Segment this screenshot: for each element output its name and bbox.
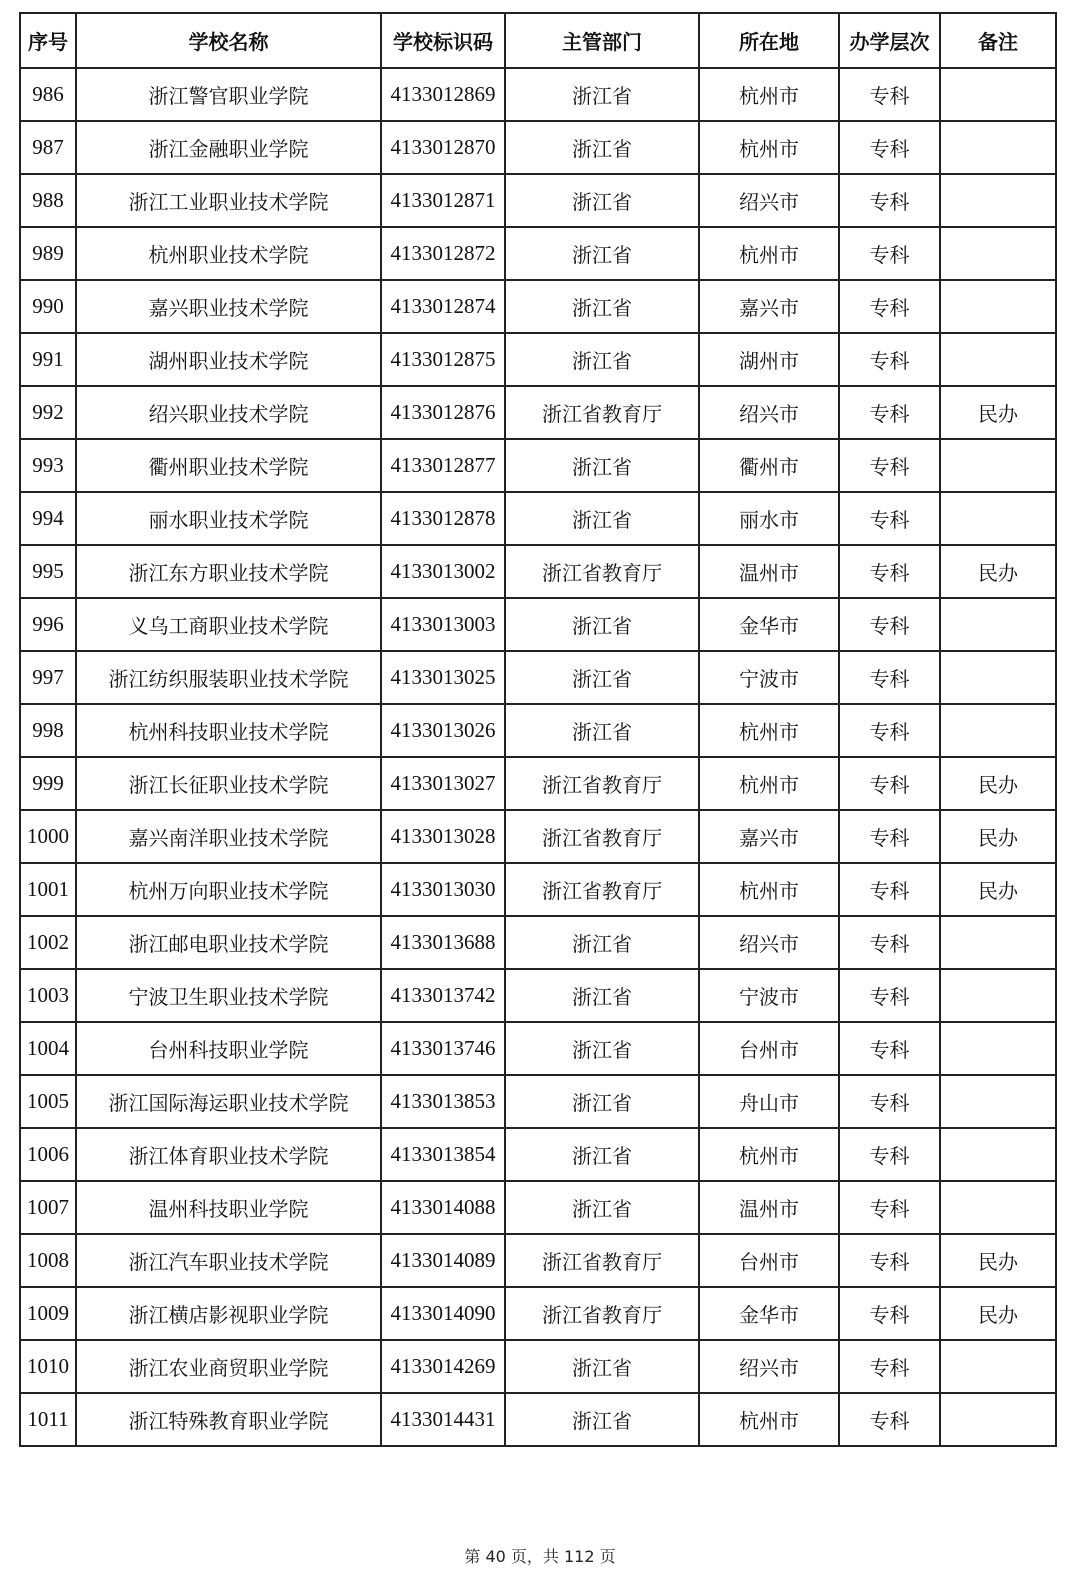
cell-school-name: 绍兴职业技术学院 (76, 386, 381, 439)
cell-location: 台州市 (699, 1022, 839, 1075)
cell-school-name: 浙江金融职业学院 (76, 121, 381, 174)
cell-level: 专科 (839, 545, 940, 598)
cell-school-code: 4133012870 (381, 121, 505, 174)
cell-remark (940, 1340, 1056, 1393)
cell-index: 989 (20, 227, 76, 280)
cell-remark (940, 280, 1056, 333)
cell-school-name: 浙江特殊教育职业学院 (76, 1393, 381, 1446)
cell-location: 杭州市 (699, 757, 839, 810)
cell-level: 专科 (839, 916, 940, 969)
table-row (20, 280, 1056, 333)
cell-school-code: 4133012876 (381, 386, 505, 439)
cell-remark (940, 174, 1056, 227)
cell-level: 专科 (839, 121, 940, 174)
cell-level: 专科 (839, 651, 940, 704)
cell-authority: 浙江省教育厅 (505, 810, 699, 863)
cell-school-name: 台州科技职业学院 (76, 1022, 381, 1075)
cell-index: 1000 (20, 810, 76, 863)
table-row (20, 969, 1056, 1022)
cell-index: 1007 (20, 1181, 76, 1234)
cell-school-name: 嘉兴南洋职业技术学院 (76, 810, 381, 863)
cell-remark (940, 1393, 1056, 1446)
cell-school-name: 嘉兴职业技术学院 (76, 280, 381, 333)
cell-school-name: 杭州职业技术学院 (76, 227, 381, 280)
cell-index: 995 (20, 545, 76, 598)
table-row (20, 810, 1056, 863)
cell-school-name: 丽水职业技术学院 (76, 492, 381, 545)
cell-school-name: 温州科技职业学院 (76, 1181, 381, 1234)
cell-level: 专科 (839, 1128, 940, 1181)
table-row (20, 121, 1056, 174)
cell-location: 宁波市 (699, 969, 839, 1022)
cell-authority: 浙江省教育厅 (505, 757, 699, 810)
table-row (20, 545, 1056, 598)
cell-authority: 浙江省 (505, 1340, 699, 1393)
cell-level: 专科 (839, 386, 940, 439)
cell-level: 专科 (839, 1287, 940, 1340)
cell-index: 994 (20, 492, 76, 545)
cell-location: 衢州市 (699, 439, 839, 492)
cell-school-code: 4133013854 (381, 1128, 505, 1181)
cell-school-name: 浙江纺织服装职业技术学院 (76, 651, 381, 704)
cell-level: 专科 (839, 174, 940, 227)
cell-level: 专科 (839, 1022, 940, 1075)
cell-authority: 浙江省 (505, 969, 699, 1022)
table-row (20, 68, 1056, 121)
cell-location: 温州市 (699, 545, 839, 598)
school-table (19, 12, 1057, 1447)
cell-level: 专科 (839, 439, 940, 492)
cell-remark (940, 121, 1056, 174)
cell-index: 1002 (20, 916, 76, 969)
cell-level: 专科 (839, 1340, 940, 1393)
cell-school-code: 4133012878 (381, 492, 505, 545)
table-row (20, 227, 1056, 280)
cell-location: 绍兴市 (699, 916, 839, 969)
table-row (20, 1075, 1056, 1128)
table-row (20, 757, 1056, 810)
cell-school-code: 4133013028 (381, 810, 505, 863)
cell-school-name: 浙江警官职业学院 (76, 68, 381, 121)
cell-school-code: 4133012877 (381, 439, 505, 492)
cell-school-name: 杭州万向职业技术学院 (76, 863, 381, 916)
cell-location: 温州市 (699, 1181, 839, 1234)
cell-authority: 浙江省 (505, 1393, 699, 1446)
cell-location: 绍兴市 (699, 1340, 839, 1393)
cell-level: 专科 (839, 1181, 940, 1234)
cell-location: 杭州市 (699, 863, 839, 916)
cell-remark (940, 704, 1056, 757)
cell-remark (940, 333, 1056, 386)
cell-school-code: 4133013002 (381, 545, 505, 598)
cell-school-code: 4133014088 (381, 1181, 505, 1234)
cell-school-name: 浙江体育职业技术学院 (76, 1128, 381, 1181)
cell-level: 专科 (839, 1075, 940, 1128)
cell-location: 宁波市 (699, 651, 839, 704)
cell-location: 杭州市 (699, 1128, 839, 1181)
cell-school-name: 湖州职业技术学院 (76, 333, 381, 386)
cell-level: 专科 (839, 492, 940, 545)
table-row (20, 916, 1056, 969)
table-row (20, 439, 1056, 492)
cell-school-code: 4133013746 (381, 1022, 505, 1075)
table-row (20, 598, 1056, 651)
cell-remark (940, 598, 1056, 651)
cell-school-code: 4133013030 (381, 863, 505, 916)
cell-level: 专科 (839, 227, 940, 280)
table-row (20, 863, 1056, 916)
cell-authority: 浙江省教育厅 (505, 1234, 699, 1287)
cell-school-name: 杭州科技职业技术学院 (76, 704, 381, 757)
cell-authority: 浙江省 (505, 916, 699, 969)
cell-remark (940, 651, 1056, 704)
cell-school-name: 宁波卫生职业技术学院 (76, 969, 381, 1022)
cell-level: 专科 (839, 863, 940, 916)
cell-authority: 浙江省教育厅 (505, 1287, 699, 1340)
table-row (20, 1181, 1056, 1234)
cell-school-name: 浙江横店影视职业学院 (76, 1287, 381, 1340)
cell-index: 990 (20, 280, 76, 333)
cell-location: 杭州市 (699, 1393, 839, 1446)
cell-school-name: 衢州职业技术学院 (76, 439, 381, 492)
cell-school-code: 4133013025 (381, 651, 505, 704)
cell-index: 986 (20, 68, 76, 121)
cell-index: 1001 (20, 863, 76, 916)
cell-remark: 民办 (940, 386, 1056, 439)
cell-level: 专科 (839, 704, 940, 757)
cell-authority: 浙江省 (505, 121, 699, 174)
cell-school-code: 4133013742 (381, 969, 505, 1022)
cell-authority: 浙江省 (505, 227, 699, 280)
cell-index: 1003 (20, 969, 76, 1022)
header-cell-remark: 备注 (940, 13, 1056, 68)
cell-remark (940, 969, 1056, 1022)
cell-index: 998 (20, 704, 76, 757)
cell-remark: 民办 (940, 1287, 1056, 1340)
table-body (20, 68, 1056, 1446)
cell-school-code: 4133014431 (381, 1393, 505, 1446)
cell-school-name: 浙江长征职业技术学院 (76, 757, 381, 810)
cell-school-code: 4133012874 (381, 280, 505, 333)
cell-school-name: 浙江国际海运职业技术学院 (76, 1075, 381, 1128)
cell-authority: 浙江省 (505, 1128, 699, 1181)
cell-authority: 浙江省 (505, 439, 699, 492)
cell-authority: 浙江省 (505, 174, 699, 227)
table-row (20, 333, 1056, 386)
cell-location: 嘉兴市 (699, 810, 839, 863)
cell-school-code: 4133012871 (381, 174, 505, 227)
cell-index: 1009 (20, 1287, 76, 1340)
cell-level: 专科 (839, 1393, 940, 1446)
cell-index: 997 (20, 651, 76, 704)
cell-location: 丽水市 (699, 492, 839, 545)
table-row (20, 1128, 1056, 1181)
cell-remark: 民办 (940, 757, 1056, 810)
cell-location: 金华市 (699, 1287, 839, 1340)
cell-index: 1008 (20, 1234, 76, 1287)
table-row (20, 492, 1056, 545)
cell-location: 金华市 (699, 598, 839, 651)
cell-authority: 浙江省 (505, 598, 699, 651)
cell-school-code: 4133014269 (381, 1340, 505, 1393)
cell-school-code: 4133012869 (381, 68, 505, 121)
cell-location: 杭州市 (699, 704, 839, 757)
cell-school-code: 4133014089 (381, 1234, 505, 1287)
cell-school-code: 4133013026 (381, 704, 505, 757)
table-row (20, 704, 1056, 757)
cell-location: 舟山市 (699, 1075, 839, 1128)
cell-school-code: 4133012875 (381, 333, 505, 386)
cell-authority: 浙江省 (505, 280, 699, 333)
cell-location: 台州市 (699, 1234, 839, 1287)
cell-school-name: 义乌工商职业技术学院 (76, 598, 381, 651)
cell-level: 专科 (839, 969, 940, 1022)
cell-index: 987 (20, 121, 76, 174)
table-row (20, 1022, 1056, 1075)
cell-index: 1006 (20, 1128, 76, 1181)
table-row (20, 386, 1056, 439)
cell-remark (940, 1075, 1056, 1128)
cell-school-code: 4133013003 (381, 598, 505, 651)
header-cell-level: 办学层次 (839, 13, 940, 68)
cell-school-name: 浙江工业职业技术学院 (76, 174, 381, 227)
cell-remark: 民办 (940, 863, 1056, 916)
header-row (20, 13, 1056, 68)
cell-index: 991 (20, 333, 76, 386)
cell-school-code: 4133013853 (381, 1075, 505, 1128)
cell-index: 996 (20, 598, 76, 651)
cell-remark (940, 439, 1056, 492)
cell-index: 992 (20, 386, 76, 439)
cell-index: 1011 (20, 1393, 76, 1446)
header-cell-authority: 主管部门 (505, 13, 699, 68)
cell-index: 1010 (20, 1340, 76, 1393)
cell-authority: 浙江省 (505, 1075, 699, 1128)
cell-remark: 民办 (940, 545, 1056, 598)
cell-index: 1005 (20, 1075, 76, 1128)
table-row (20, 174, 1056, 227)
school-list-sheet (19, 12, 1055, 1447)
header-cell-location: 所在地 (699, 13, 839, 68)
cell-remark (940, 492, 1056, 545)
header-cell-school-name: 学校名称 (76, 13, 381, 68)
cell-authority: 浙江省 (505, 704, 699, 757)
cell-level: 专科 (839, 280, 940, 333)
cell-location: 绍兴市 (699, 174, 839, 227)
table-row (20, 651, 1056, 704)
cell-authority: 浙江省教育厅 (505, 386, 699, 439)
cell-level: 专科 (839, 810, 940, 863)
cell-school-code: 4133012872 (381, 227, 505, 280)
cell-school-code: 4133013688 (381, 916, 505, 969)
cell-level: 专科 (839, 757, 940, 810)
cell-remark (940, 1128, 1056, 1181)
cell-index: 988 (20, 174, 76, 227)
cell-location: 绍兴市 (699, 386, 839, 439)
cell-authority: 浙江省 (505, 492, 699, 545)
cell-index: 999 (20, 757, 76, 810)
header-cell-school-code: 学校标识码 (381, 13, 505, 68)
cell-remark (940, 916, 1056, 969)
cell-authority: 浙江省 (505, 1022, 699, 1075)
cell-authority: 浙江省 (505, 1181, 699, 1234)
cell-level: 专科 (839, 333, 940, 386)
cell-index: 993 (20, 439, 76, 492)
cell-school-name: 浙江农业商贸职业学院 (76, 1340, 381, 1393)
cell-level: 专科 (839, 68, 940, 121)
table-row (20, 1234, 1056, 1287)
cell-authority: 浙江省教育厅 (505, 545, 699, 598)
table-row (20, 1287, 1056, 1340)
cell-level: 专科 (839, 1234, 940, 1287)
cell-location: 嘉兴市 (699, 280, 839, 333)
cell-authority: 浙江省 (505, 651, 699, 704)
table-row (20, 1393, 1056, 1446)
table-row (20, 1340, 1056, 1393)
cell-authority: 浙江省 (505, 333, 699, 386)
cell-location: 杭州市 (699, 68, 839, 121)
cell-school-name: 浙江东方职业技术学院 (76, 545, 381, 598)
cell-remark (940, 68, 1056, 121)
page-footer: 第 40 页，共 112 页 (464, 1547, 616, 1566)
cell-remark: 民办 (940, 1234, 1056, 1287)
cell-authority: 浙江省 (505, 68, 699, 121)
cell-location: 杭州市 (699, 121, 839, 174)
cell-level: 专科 (839, 598, 940, 651)
cell-location: 湖州市 (699, 333, 839, 386)
cell-school-name: 浙江邮电职业技术学院 (76, 916, 381, 969)
cell-remark: 民办 (940, 810, 1056, 863)
header-cell-index: 序号 (20, 13, 76, 68)
cell-school-code: 4133014090 (381, 1287, 505, 1340)
cell-remark (940, 227, 1056, 280)
cell-index: 1004 (20, 1022, 76, 1075)
cell-remark (940, 1181, 1056, 1234)
cell-school-code: 4133013027 (381, 757, 505, 810)
cell-location: 杭州市 (699, 227, 839, 280)
cell-authority: 浙江省教育厅 (505, 863, 699, 916)
cell-remark (940, 1022, 1056, 1075)
cell-school-name: 浙江汽车职业技术学院 (76, 1234, 381, 1287)
